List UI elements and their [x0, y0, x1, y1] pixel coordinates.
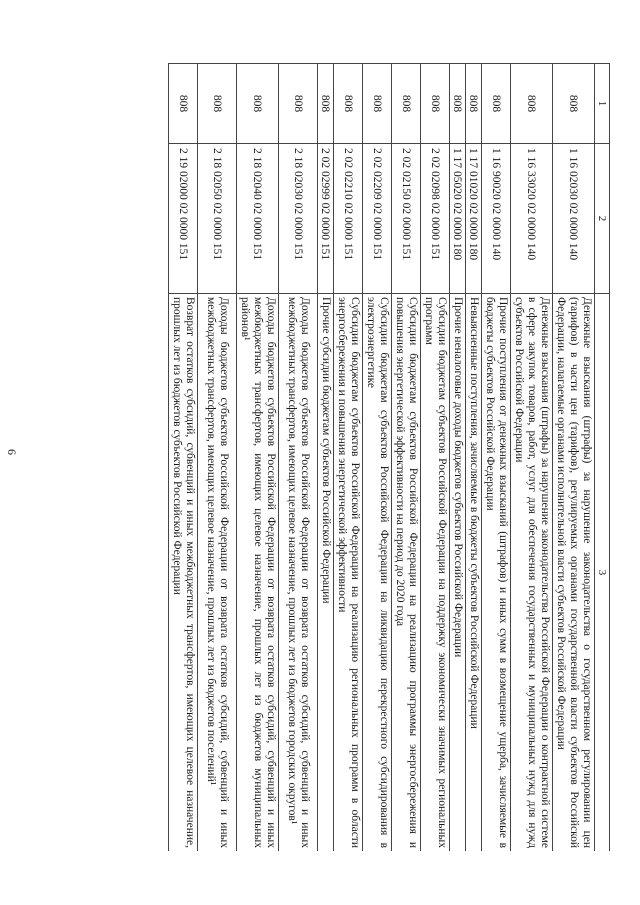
table-row — [363, 64, 392, 852]
table-row — [237, 64, 279, 852]
budget-code-cell: 2 18 02030 02 0000 151 — [279, 144, 318, 294]
budget-code-cell: 2 02 02098 02 0000 151 — [421, 144, 450, 294]
rotated-table-container — [86, 63, 610, 851]
admin-code-cell: 808 — [237, 64, 279, 144]
table-row — [334, 64, 363, 852]
header-col-1: 1 — [595, 64, 610, 144]
admin-code-cell: 808 — [198, 64, 237, 144]
page-number: 6 — [5, 449, 19, 455]
budget-code-cell: 1 16 02030 02 0000 140 — [553, 144, 595, 294]
description-cell: Субсидии бюджетам субъектов Российской Федерации на реализацию региональных программ в области энергосбережения и повышения энергетической эффективности — [334, 294, 363, 852]
description-cell: Возврат остатков субсидий, субвенций и иных межбюджетных трансфертов, имеющих целевое назначение, прошлых лет из бюджетов субъектов Российской Федерации — [169, 294, 198, 852]
description-cell: Прочие неналоговые доходы бюджетов субъектов Российской Федерации — [450, 294, 466, 852]
table-row — [511, 64, 553, 852]
table-row — [392, 64, 421, 852]
admin-code-cell: 808 — [279, 64, 318, 144]
description-cell: Невыясненные поступления, зачисляемые в бюджеты субъектов Российской Федерации — [466, 294, 482, 852]
table-row — [482, 64, 511, 852]
budget-code-cell: 2 19 02000 02 0000 151 — [169, 144, 198, 294]
description-cell: Денежные взыскания (штрафы) за нарушение законодательства о государственном регулировании цен (тарифов) в части цен (тарифов), регулируемых органами государственной власти субъектов Российской Федерации, налагаемые органами исполнительной власти субъектов Российской Федерации — [553, 294, 595, 852]
description-cell: Субсидии бюджетам субъектов Российской Федерации на ликвидацию перекрестного субсидирования в электроэнергетике — [363, 294, 392, 852]
budget-code-cell: 1 17 01020 02 0000 180 — [466, 144, 482, 294]
budget-code-cell: 1 16 90020 02 0000 140 — [482, 144, 511, 294]
budget-code-cell: 1 17 05020 02 0000 180 — [450, 144, 466, 294]
budget-code-cell: 2 18 02040 02 0000 151 — [237, 144, 279, 294]
admin-code-cell: 808 — [466, 64, 482, 144]
budget-code-cell: 2 02 02209 02 0000 151 — [363, 144, 392, 294]
admin-code-cell: 808 — [482, 64, 511, 144]
budget-code-cell: 2 02 02150 02 0000 151 — [392, 144, 421, 294]
admin-code-cell: 808 — [169, 64, 198, 144]
admin-code-cell: 808 — [318, 64, 334, 144]
admin-code-cell: 808 — [392, 64, 421, 144]
revenue-codes-table — [168, 63, 610, 851]
budget-code-cell: 2 18 02050 02 0000 151 — [198, 144, 237, 294]
table-viewport — [86, 63, 610, 851]
table-row — [421, 64, 450, 852]
table-body — [169, 64, 595, 852]
budget-code-cell: 2 02 02210 02 0000 151 — [334, 144, 363, 294]
admin-code-cell: 808 — [553, 64, 595, 144]
admin-code-cell: 808 — [450, 64, 466, 144]
budget-code-cell: 2 02 02999 02 0000 151 — [318, 144, 334, 294]
table-row — [553, 64, 595, 852]
header-col-2: 2 — [595, 144, 610, 294]
admin-code-cell: 808 — [421, 64, 450, 144]
description-cell: Доходы бюджетов субъектов Российской Федерации от возврата остатков субсидий, субвенций и иных межбюджетных трансфертов, имеющих целевое назначение, прошлых лет из бюджетов городских округов¹ — [279, 294, 318, 852]
description-cell: Доходы бюджетов субъектов Российской Федерации от возврата остатков субсидий, субвенций и иных межбюджетных трансфертов, имеющих целевое назначение, прошлых лет из бюджетов муниципальных районов¹ — [237, 294, 279, 852]
header-col-3: 3 — [595, 294, 610, 852]
description-cell: Денежные взыскания (штрафы) за нарушение законодательства Российской Федерации о контрактной системе в сфере закупок товаров, работ, услуг для обеспечения государственных и муниципальных нужд для нужд субъектов Российской Федерации — [511, 294, 553, 852]
table-row — [198, 64, 237, 852]
admin-code-cell: 808 — [334, 64, 363, 144]
table-row — [279, 64, 318, 852]
description-cell: Субсидии бюджетам субъектов Российской Федерации на поддержку экономически значимых региональных программ — [421, 294, 450, 852]
admin-code-cell: 808 — [511, 64, 553, 144]
table-row — [466, 64, 482, 852]
table-header-row — [595, 64, 610, 852]
description-cell: Доходы бюджетов субъектов Российской Федерации от возврата остатков субсидий, субвенций и иных межбюджетных трансфертов, имеющих целевое назначение, прошлых лет из бюджетов поселений¹ — [198, 294, 237, 852]
description-cell: Субсидии бюджетам субъектов Российской Федерации на реализацию программы энергосбережения и повышения энергетической эффективности на период до 2020 года — [392, 294, 421, 852]
description-cell: Прочие субсидии бюджетам субъектов Российской Федерации — [318, 294, 334, 852]
table-row — [450, 64, 466, 852]
table-row — [169, 64, 198, 852]
budget-code-cell: 1 16 33020 02 0000 140 — [511, 144, 553, 294]
admin-code-cell: 808 — [363, 64, 392, 144]
description-cell: Прочие поступления от денежных взысканий (штрафов) и иных сумм в возмещение ущерба, зачисляемые в бюджеты субъектов Российской Федерации — [482, 294, 511, 852]
table-row — [318, 64, 334, 852]
